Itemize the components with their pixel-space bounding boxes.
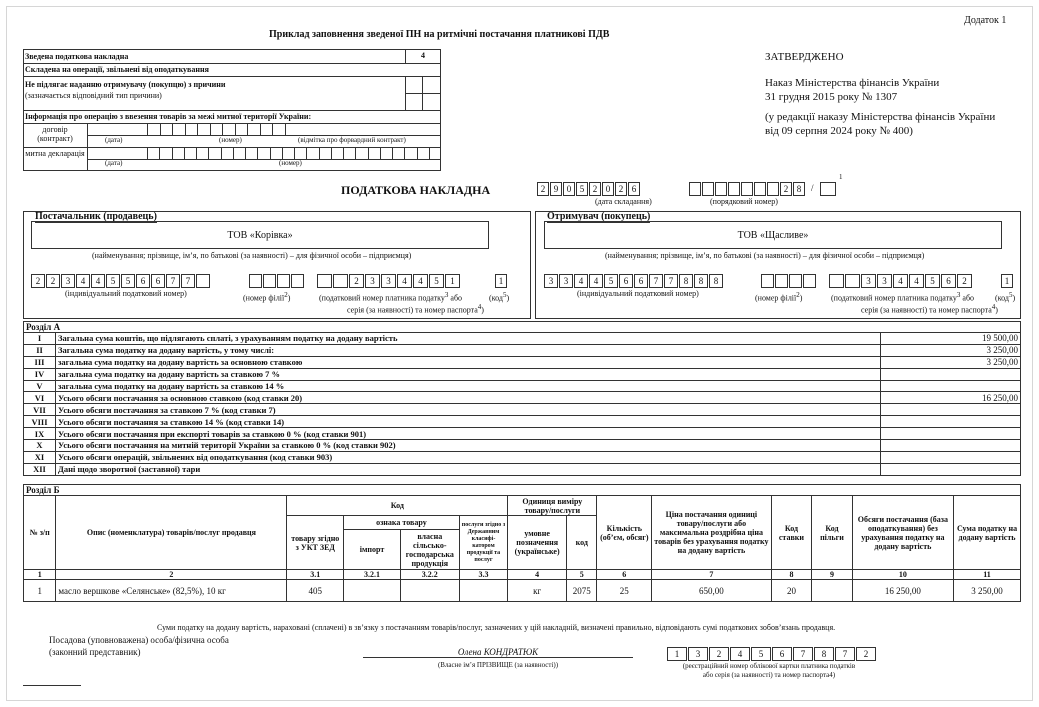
registration-digit-box: 4	[730, 647, 750, 661]
section-a-row-num: VІІІ	[24, 416, 56, 428]
seller-branch-boxes	[249, 274, 305, 288]
header-vat: Сума податку на додану вартість	[954, 496, 1021, 570]
seller-ipn-caption: (індивідуальний податковий номер)	[65, 289, 187, 298]
date-digit-box: 9	[550, 182, 562, 196]
section-a-label: Розділ А	[24, 322, 1021, 333]
buyer-branch-digit-box	[803, 274, 816, 288]
buyer-branch-boxes	[761, 274, 817, 288]
registration-number-boxes	[667, 647, 877, 661]
row-uktzed: 405	[287, 580, 344, 602]
invoice-date-boxes	[537, 182, 641, 196]
invoice-number-digit-box: 8	[793, 182, 805, 196]
grid-cell	[247, 123, 248, 135]
seller-tax-digit-box: 4	[413, 274, 428, 288]
column-number: 4	[508, 570, 567, 580]
grid-cell	[185, 123, 186, 135]
buyer-branch-digit-box	[775, 274, 788, 288]
buyer-ipn-boxes	[544, 274, 724, 288]
grid-cell	[380, 147, 381, 159]
buyer-ipn-digit-box: 4	[589, 274, 603, 288]
buyer-ipn-digit-box: 5	[604, 274, 618, 288]
grid-cell	[272, 123, 273, 135]
header-unit-code: код	[567, 516, 597, 570]
section-a-row-num: Х	[24, 440, 56, 452]
buyer-ipn-digit-box: 7	[649, 274, 663, 288]
seller-tax-digit-box	[333, 274, 348, 288]
grid-cell	[306, 147, 307, 159]
registration-digit-box: 5	[751, 647, 771, 661]
header-unit-name: умовне позначення (українське)	[508, 516, 567, 570]
contract-date-caption: (дата)	[105, 136, 123, 144]
seller-ipn-digit-box: 6	[151, 274, 165, 288]
footnote-divider	[23, 685, 81, 686]
seller-ipn-digit-box: 4	[91, 274, 105, 288]
approval-edition-date: від 09 серпня 2024 року № 400)	[765, 125, 913, 137]
grid-cell	[355, 147, 356, 159]
grid-cell	[147, 147, 148, 159]
column-number: 8	[771, 570, 812, 580]
buyer-tax-digit-box: 3	[861, 274, 876, 288]
grid-cell	[260, 123, 261, 135]
section-a-row-value: 3 250,00	[881, 356, 1021, 368]
buyer-tax-caption-2: серія (за наявності) та номер паспорта	[861, 305, 992, 315]
seller-code-caption: (код	[489, 293, 503, 303]
grid-cell	[429, 147, 430, 159]
buyer-tax-caption: (податковий номер платника податку	[831, 293, 957, 303]
seller-name-caption: (найменування; прізвище, ім’я, по батькові (за наявності) – для фізичної особи – підприємця)	[92, 251, 412, 260]
import-info: Інформація про операцію з ввезення товарів за межі митної території України:	[25, 112, 312, 121]
seller-ipn-digit-box: 5	[121, 274, 135, 288]
section-a-row	[24, 392, 1021, 404]
section-a-row-text: Загальна сума податку на додану вартість, у тому числі:	[56, 344, 881, 356]
seller-tax-digit-box	[317, 274, 332, 288]
seller-tax-digit-box: 5	[429, 274, 444, 288]
seller-ipn-digit-box: 7	[166, 274, 180, 288]
column-number: 3.2.1	[344, 570, 401, 580]
invoice-number-digit-box	[754, 182, 766, 196]
buyer-tax-digit-box: 2	[957, 274, 972, 288]
row-unit: кг	[508, 580, 567, 602]
buyer-ipn-digit-box: 6	[619, 274, 633, 288]
section-a-row-value	[881, 416, 1021, 428]
invoice-number-digit-box	[767, 182, 779, 196]
section-a-row-text: Усього обсяги постачання при експорті товарів за ставкою 0 % (код ставки 901)	[56, 428, 881, 440]
buyer-tax-digit-box	[829, 274, 844, 288]
buyer-branch-caption: (номер філії	[755, 293, 797, 303]
buyer-branch-digit-box	[789, 274, 802, 288]
row-dkpp	[459, 580, 508, 602]
grid-cell	[282, 147, 283, 159]
invoice-number-digit-box	[741, 182, 753, 196]
approval-label: ЗАТВЕРДЖЕНО	[765, 51, 844, 63]
row-own	[400, 580, 459, 602]
approval-order-date: 31 грудня 2015 року № 1307	[765, 91, 898, 103]
grid-cell	[417, 147, 418, 159]
seller-branch-digit-box	[277, 274, 290, 288]
section-a-row-text: загальна сума податку на додану вартість за ставкою 7 %	[56, 368, 881, 380]
registration-digit-box: 3	[688, 647, 708, 661]
footer-official: Посадова (уповноважена) особа/фізична особа	[49, 635, 229, 645]
date-digit-box: 0	[563, 182, 575, 196]
section-a-row-text: Усього обсяги операцій, звільнених від оподаткування (код ставки 903)	[56, 451, 881, 463]
date-digit-box: 2	[615, 182, 627, 196]
header-own: власна сільсько-господарська продукція	[400, 530, 459, 570]
grid-cell	[172, 147, 173, 159]
date-digit-box: 0	[602, 182, 614, 196]
seller-branch-digit-box	[291, 274, 304, 288]
buyer-tax-digit-box: 6	[941, 274, 956, 288]
invoice-branch-box	[820, 182, 836, 196]
row-import	[344, 580, 401, 602]
section-a-row	[24, 428, 1021, 440]
buyer-tax-boxes	[829, 274, 973, 288]
customs-label: митна декларація	[25, 149, 85, 158]
date-digit-box: 6	[628, 182, 640, 196]
registration-digit-box: 7	[793, 647, 813, 661]
footer-reg-caption-2: або серія (за наявності) та номер паспорта4)	[702, 671, 836, 679]
header-desc: Опис (номенклатура) товарів/послуг продавця	[56, 496, 287, 570]
grid-cell	[404, 147, 405, 159]
section-a-row-text: Дані щодо зворотної (заставної) тари	[56, 463, 881, 475]
section-a-row-value	[881, 463, 1021, 475]
section-a-row-value	[881, 380, 1021, 392]
invoice-date-caption: (дата складання)	[595, 197, 652, 206]
registration-digit-box: 2	[856, 647, 876, 661]
section-a-row-num: ІІ	[24, 344, 56, 356]
invoice-number-boxes	[689, 182, 806, 196]
section-a-row-num: VІІ	[24, 404, 56, 416]
table-row	[24, 580, 1021, 602]
section-a-row-value	[881, 368, 1021, 380]
contract-number-caption: (номер)	[219, 136, 242, 144]
seller-branch-caption: (номер філії	[243, 293, 285, 303]
customs-date-caption: (дата)	[105, 159, 123, 167]
grid-cell	[184, 147, 185, 159]
row-volume: 16 250,00	[852, 580, 953, 602]
invoice-number-caption: (порядковий номер)	[710, 197, 778, 206]
invoice-number-digit-box	[702, 182, 714, 196]
row-qty: 25	[597, 580, 652, 602]
grid-cell	[257, 147, 258, 159]
section-a-row	[24, 344, 1021, 356]
header-sign: ознака товару	[344, 516, 460, 530]
invoice-number-digit-box	[715, 182, 727, 196]
seller-heading: Постачальник (продавець)	[35, 211, 157, 222]
summary-value: 4	[421, 51, 425, 60]
section-a-row-text: загальна сума податку на додану вартість за ставкою 14 %	[56, 380, 881, 392]
footer-reg-caption: (реєстраційний номер облікової картки платника податків	[682, 662, 856, 670]
section-a-row	[24, 380, 1021, 392]
seller-tax-caption: (податковий номер платника податку	[319, 293, 445, 303]
section-a-row-value	[881, 440, 1021, 452]
buyer-ipn-digit-box: 8	[709, 274, 723, 288]
section-a-row-value: 3 250,00	[881, 344, 1021, 356]
section-a-row-text: Усього обсяги постачання за основною ставкою (код ставки 20)	[56, 392, 881, 404]
registration-digit-box: 8	[814, 647, 834, 661]
seller-tax-digit-box: 2	[349, 274, 364, 288]
column-number: 1	[24, 570, 56, 580]
grid-cell	[221, 147, 222, 159]
section-a-row-num: І	[24, 333, 56, 345]
column-number: 6	[597, 570, 652, 580]
contract-label: договір (контракт)	[37, 125, 73, 143]
seller-name: ТОВ «Корівка»	[31, 221, 489, 249]
buyer-ipn-digit-box: 7	[664, 274, 678, 288]
buyer-name: ТОВ «Щасливе»	[544, 221, 1002, 249]
approval-order: Наказ Міністерства фінансів України	[765, 77, 940, 89]
buyer-tax-digit-box	[845, 274, 860, 288]
row-benefit	[812, 580, 853, 602]
column-number: 3.3	[459, 570, 508, 580]
header-price: Ціна постачання одиниці товару/послуги або максимальна роздрібна ціна товарів без урахування податку на додану вартість	[652, 496, 772, 570]
section-a-row-text: Усього обсяги постачання на митній території України за ставкою 0 % (код ставки 902)	[56, 440, 881, 452]
forwarder-caption: (відмітка про форвардний контракт)	[298, 136, 406, 144]
header-import: імпорт	[344, 530, 401, 570]
section-a-row	[24, 368, 1021, 380]
header-qty: Кількість (об’єм, обсяг)	[597, 496, 652, 570]
header-uktzed: товару згідно з УКТ ЗЕД	[287, 516, 344, 570]
section-a-row-value: 16 250,00	[881, 392, 1021, 404]
section-a-row-text: загальна сума податку на додану вартість за основною ставкою	[56, 356, 881, 368]
section-a-row-value	[881, 451, 1021, 463]
grid-cell	[331, 147, 332, 159]
registration-digit-box: 2	[709, 647, 729, 661]
seller-tax-digit-box: 3	[381, 274, 396, 288]
column-number: 10	[852, 570, 953, 580]
grid-cell	[319, 147, 320, 159]
footer-rep: (законний представник)	[49, 647, 141, 657]
registration-digit-box: 6	[772, 647, 792, 661]
seller-ipn-digit-box: 4	[76, 274, 90, 288]
grid-cell	[245, 147, 246, 159]
column-number: 9	[812, 570, 853, 580]
section-a-row-num: ІІІ	[24, 356, 56, 368]
row-unit-code: 2075	[567, 580, 597, 602]
footer-signer-caption: (Власне ім’я ПРІЗВИЩЕ (за наявності))	[437, 661, 559, 669]
footer-signer: Олена КОНДРАТЮК	[363, 647, 633, 658]
approval-edition: (у редакції наказу Міністерства фінансів України	[765, 111, 996, 123]
section-a-row-text: Усього обсяги постачання за ставкою 7 % (код ставки 7)	[56, 404, 881, 416]
grid-cell	[233, 147, 234, 159]
buyer-tax-digit-box: 3	[877, 274, 892, 288]
grid-cell	[197, 123, 198, 135]
section-a-row-value	[881, 428, 1021, 440]
section-a-row-num: ХІ	[24, 451, 56, 463]
seller-ipn-digit-box: 7	[181, 274, 195, 288]
seller-tax-digit-box: 1	[445, 274, 460, 288]
customs-number-caption: (номер)	[279, 159, 302, 167]
buyer-ipn-digit-box: 3	[559, 274, 573, 288]
exempt-label: Складена на операції, звільнені від оподаткування	[25, 65, 209, 74]
section-a-row-value	[881, 404, 1021, 416]
registration-digit-box: 1	[667, 647, 687, 661]
buyer-ipn-digit-box: 8	[679, 274, 693, 288]
seller-code-box: 1	[495, 274, 507, 288]
seller-tax-digit-box: 4	[397, 274, 412, 288]
header-benefit: Код пільги	[812, 496, 853, 570]
grid-cell	[368, 147, 369, 159]
not-issued-note: (зазначається відповідний тип причини)	[25, 91, 162, 100]
buyer-ipn-caption: (індивідуальний податковий номер)	[577, 289, 699, 298]
header-num: № з/п	[24, 496, 56, 570]
buyer-name-caption: (найменування; прізвище, ім’я, по батькові (за наявності) – для фізичної особи – підприємця)	[605, 251, 925, 260]
column-number: 11	[954, 570, 1021, 580]
column-number: 2	[56, 570, 287, 580]
grid-cell	[235, 123, 236, 135]
section-a-row-num: ХІІ	[24, 463, 56, 475]
column-number: 3.2.2	[400, 570, 459, 580]
seller-ipn-boxes	[31, 274, 211, 288]
section-a-row-value: 19 500,00	[881, 333, 1021, 345]
section-a-row-num: ІV	[24, 368, 56, 380]
buyer-ipn-digit-box: 3	[544, 274, 558, 288]
section-a-row	[24, 451, 1021, 463]
section-a-row	[24, 404, 1021, 416]
buyer-ipn-digit-box: 6	[634, 274, 648, 288]
tax-invoice-page: Додаток 1 Приклад заповнення зведеної ПН на ритмічні постачання платникові ПДВ ЗАТВЕРДЖЕНО Наказ Міністерства фінансів України 31 грудня 2015 року № 1307 (у редакції наказу Міністерства фінансів України від 09 серпня 2024 року № 400) Зведена податкова накладна 4 Складена на операції, звільнені від оподаткування Не підлягає наданню отримувачу (покупцю) з причини (зазначається відповідний тип причини) Інформація про операцію з ввезення товарів за межі митної території України: договір (контракт) (дата) (номер) (відмітка про форвардний контракт) митна декларація (дата) (номер) ПОДАТКОВА НАКЛАДНА 2 9 0 5 2 0 2 6 (дата складання) 2 8 / 1 (порядковий номер) Постачальник (продавець) ТОВ «Корівка» (найменування; прізвище, ім’я, по батькові (за наявності) – для фізичної особи – підприємця) 2 2 3 4 4 5 5 6 6 7 7 (індивідуальний податковий номер) (номер філії$^2$) 2 3 3 4 4 5 1 1 (податковий номер платника податку$^3$ або (код$^5$) серія (за наявності) та номер паспорта$^4$) Отримувач (покупець) ТОВ «Щасливе» (найменування; прізвище, ім’я, по батькові (за наявності) – для фізичної особи – підприємця) 3 3 4 4 5 6 6 7 7 8 8 8 (індивідуальний податковий номер) (номер філії$^2$) 3 3 4 4 5 6 2 1 (податковий номер платника податку$^3$ або (код$^5$) серія (за наявності) та номер паспорта$^4$) Розділ А І Загальна сума коштів, що підлягають сплаті, з урахуванням податку на додану вартість 19 500,00 ІІ Загальна сума податку на додану вартість, у тому числі: 3 250,00 ІІІ загальна сума податку на додану вартість за основною ставкою 3 250,00 ІV загальна сума податку на додану вартість за ставкою 7 % V загальна сума податку на додану вартість за ставкою 14 % VІ Усього обсяги постачання за основною ставкою (код ставки 20) 16 250,00 VІІ Усього обсяги постачання за ставкою 7 % (код ставки 7) VІІІ Усього обсяги постачання за ставкою 14 % (код ставки 14) ІХ Усього обсяги постачання при експорті товарів за ставкою 0 % (код ставки 901) Х Усього обсяги постачання на митній території України за ставкою 0 % (код ставки 902) ХІ Усього обсяги операцій, звільнених від оподаткування (код ставки 903) ХІІ Дані щодо зворотної (заставної) тари Розділ Б № з/п Опис (номенклатура) товарів/послуг продавця Код Одиниця виміру товару/послуги Кількість (об’єм, обсяг) Ціна постачання одиниці товару/послуги або максимальна роздрібна ціна товарів без урахування податку на додану вартість Код ставки Код пільги Обсяги постачання (база оподаткування) без урахування податку на додану вартість Сума податку на додану вартість товару згідно з УКТ ЗЕД ознака товару послуги згідно з Державним класифі-катором продукції та послуг умовне позначення (українське) код імпорт власна сільсько-господарська продукція 1 2 3.1 3.2.1 3.2.2 3.3 4 5 6 7 8 9 10 11 1 масло вершкове «Селянське» (82,5%), 10 кг 405 кг 2075 25 650,00 20 16 250,00 3 250,00 Суми податку на додану вартість, нараховані (сплачені) в зв’язку з постачанням товарів/послуг, зазначених у цій накладній, визначені правильно, відповідають сумі податкових зобов’язань продавця. Посадова (уповноважена) особа/фізична особа (законний представник) Олена КОНДРАТЮК (Власне ім’я ПРІЗВИЩЕ (за наявності)) 1 3 2 4 5 6 7 8 7 2 (реєстраційний номер облікової картки платника податків або серія (за наявності) та номер паспорта4)	[6, 6, 1033, 701]
grid-cell	[210, 123, 211, 135]
buyer-tax-digit-box: 5	[925, 274, 940, 288]
column-numbers-row	[24, 570, 1021, 580]
buyer-heading: Отримувач (покупець)	[547, 211, 651, 222]
buyer-branch-digit-box	[761, 274, 774, 288]
section-a-row	[24, 440, 1021, 452]
section-a-row-text: Загальна сума коштів, що підлягають сплаті, з урахуванням податку на додану вартість	[56, 333, 881, 345]
section-a-row-num: VІ	[24, 392, 56, 404]
section-a-row	[24, 416, 1021, 428]
grid-cell	[159, 147, 160, 159]
seller-branch-digit-box	[249, 274, 262, 288]
not-issued-label: Не підлягає наданню отримувачу (покупцю) з причини	[25, 80, 226, 89]
header-unit: Одиниця виміру товару/послуги	[508, 496, 597, 516]
section-a-row	[24, 463, 1021, 475]
grid-cell	[294, 147, 295, 159]
date-digit-box: 2	[537, 182, 549, 196]
header-dkpp: послуги згідно з Державним класифі-катором продукції та послуг	[459, 516, 508, 570]
column-number: 7	[652, 570, 772, 580]
grid-cell	[343, 147, 344, 159]
seller-ipn-digit-box: 5	[106, 274, 120, 288]
row-num: 1	[24, 580, 56, 602]
header-code: Код	[287, 496, 508, 516]
document-title: Приклад заповнення зведеної ПН на ритмічні постачання платникові ПДВ	[269, 29, 610, 40]
registration-digit-box: 7	[835, 647, 855, 661]
grid-cell	[172, 123, 173, 135]
grid-cell	[285, 123, 286, 135]
seller-tax-digit-box: 3	[365, 274, 380, 288]
row-price: 650,00	[652, 580, 772, 602]
invoice-number-digit-box	[689, 182, 701, 196]
buyer-code-box: 1	[1001, 274, 1013, 288]
footer-statement: Суми податку на додану вартість, нараховані (сплачені) в зв’язку з постачанням товарів/послуг, зазначених у цій накладній, визначені правильно, відповідають сумі податкових зобов’язань продавця.	[157, 623, 836, 632]
section-a-row-num: V	[24, 380, 56, 392]
summary-label: Зведена податкова накладна	[25, 52, 129, 61]
seller-ipn-digit-box: 2	[46, 274, 60, 288]
grid-cell	[392, 147, 393, 159]
buyer-tax-digit-box: 4	[909, 274, 924, 288]
date-digit-box: 2	[589, 182, 601, 196]
invoice-superscript: 1	[839, 173, 843, 181]
buyer-ipn-digit-box: 8	[694, 274, 708, 288]
column-number: 5	[567, 570, 597, 580]
header-volume: Обсяги постачання (база оподаткування) без урахування податку на додану вартість	[852, 496, 953, 570]
section-a-row-text: Усього обсяги постачання за ставкою 14 % (код ставки 14)	[56, 416, 881, 428]
grid-cell	[270, 147, 271, 159]
invoice-title: ПОДАТКОВА НАКЛАДНА	[341, 183, 491, 197]
section-a-row	[24, 356, 1021, 368]
seller-ipn-digit-box: 6	[136, 274, 150, 288]
buyer-ipn-digit-box: 4	[574, 274, 588, 288]
grid-cell	[160, 123, 161, 135]
appendix-label: Додаток 1	[964, 15, 1007, 26]
seller-branch-digit-box	[263, 274, 276, 288]
buyer-code-caption: (код	[995, 293, 1009, 303]
grid-cell	[208, 147, 209, 159]
row-desc: масло вершкове «Селянське» (82,5%), 10 кг	[56, 580, 287, 602]
seller-tax-caption-2: серія (за наявності) та номер паспорта	[347, 305, 478, 315]
section-a-row	[24, 333, 1021, 345]
invoice-number-digit-box	[728, 182, 740, 196]
header-rate: Код ставки	[771, 496, 812, 570]
section-b-table	[23, 484, 1021, 602]
section-b-label: Розділ Б	[24, 485, 1021, 496]
row-vat: 3 250,00	[954, 580, 1021, 602]
seller-ipn-digit-box: 2	[31, 274, 45, 288]
grid-cell	[147, 123, 148, 135]
grid-cell	[196, 147, 197, 159]
seller-ipn-digit-box	[196, 274, 210, 288]
date-digit-box: 5	[576, 182, 588, 196]
invoice-number-digit-box: 2	[780, 182, 792, 196]
seller-tax-boxes	[317, 274, 461, 288]
section-a-row-num: ІХ	[24, 428, 56, 440]
grid-cell	[222, 123, 223, 135]
seller-ipn-digit-box: 3	[61, 274, 75, 288]
section-a-table	[23, 321, 1021, 476]
buyer-tax-digit-box: 4	[893, 274, 908, 288]
column-number: 3.1	[287, 570, 344, 580]
row-rate: 20	[771, 580, 812, 602]
